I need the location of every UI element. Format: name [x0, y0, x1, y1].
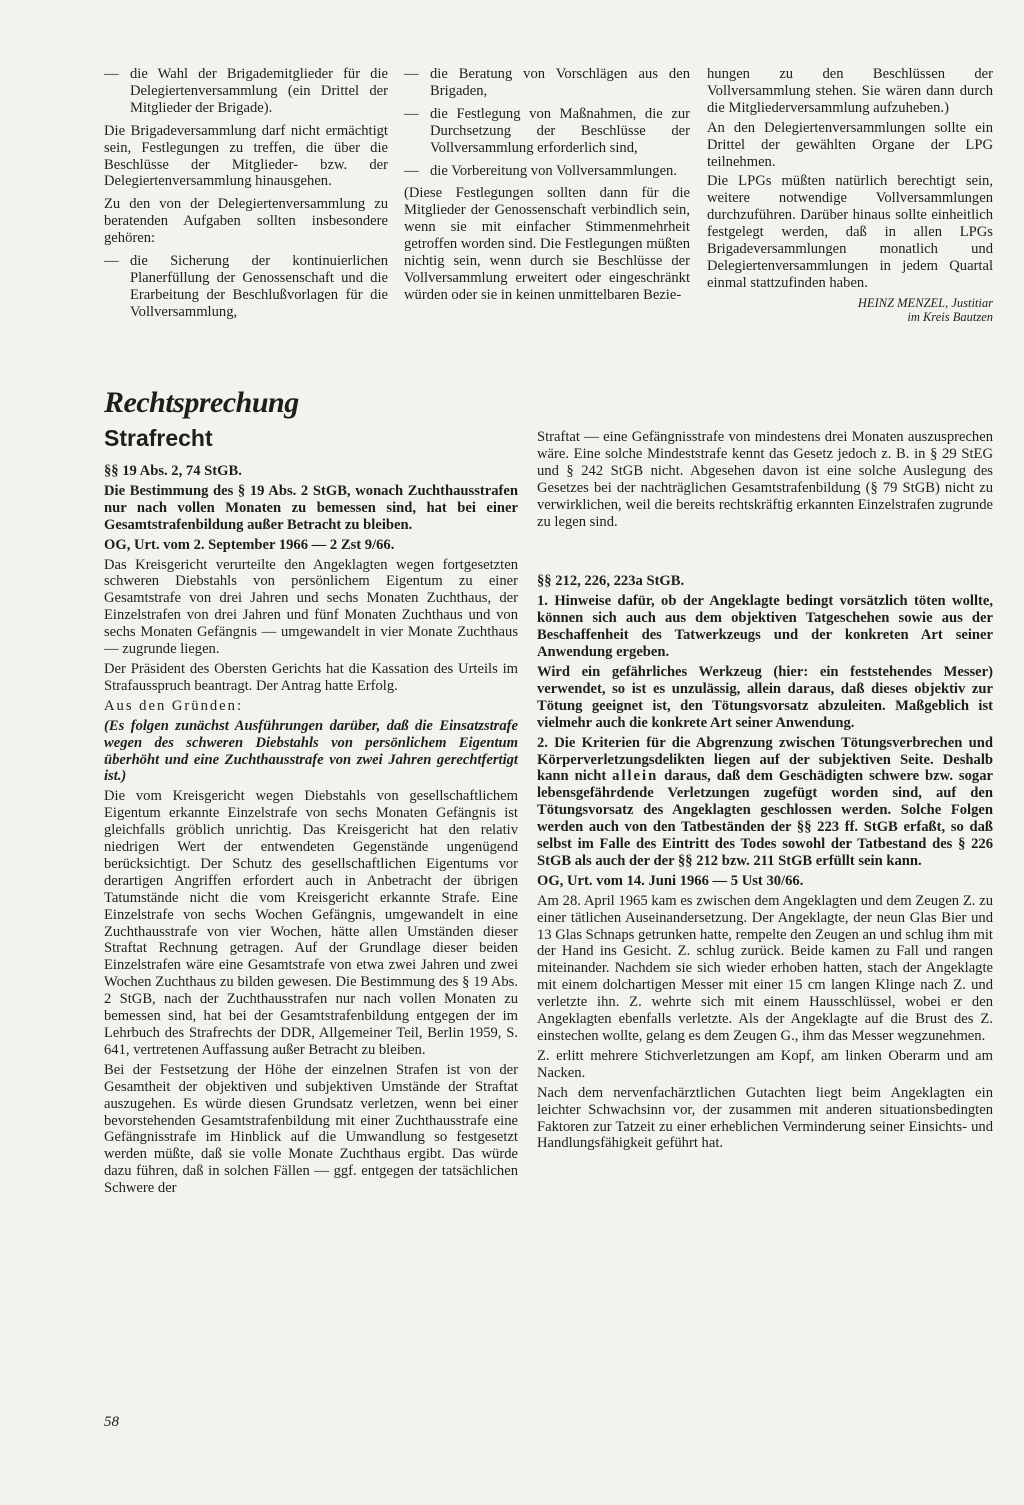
- paragraph: Die Brigadeversammlung darf nicht ermächtigt sein, Festlegungen zu treffen, die über die Beschlüsse der Mitglieder- bzw. der Delegiertenversammlung hinausgehen.: [104, 122, 388, 190]
- case-headnote: 2. Die Kriterien für die Abgrenzung zwischen Tötungsverbrechen und Körperverletzungsdelikten liegen auf der subjektiven Seite. Deshalb kann nicht allein daraus, daß dem Geschädigten schwere bzw. sogar lebensgefährdende Verletzungen zugefügt worden sind, auf den Tötungsvorsatz des Angeklagten geschlossen werden. Solche Folgen werden auch von den Tatbeständen der §§ 223 ff. StGB erfaßt, so daß selbst im Falle des Eintritt des Todes sowohl der Tatbestand des § 226 StGB als auch der der §§ 212 bzw. 211 StGB erfüllt sein kann.: [537, 734, 993, 869]
- paragraph: Zu den von der Delegiertenversammlung zu beratenden Aufgaben sollten insbesondere gehören:: [104, 196, 388, 247]
- paragraph: Am 28. April 1965 kam es zwischen dem Angeklagten und dem Zeugen Z. zu einer tätlichen Auseinandersetzung. Der Angeklagte, der neun Glas Bier und 13 Glas Schnaps getrunken hatte, rempelte den Zeugen an und schlug ihm mit der Hand ins Gesicht. Z. schlug zurück. Beide kamen zu Fall und rangen miteinander. Nachdem sie sich wieder erhoben hatten, stach der Angeklagte mit einem dolchartigen Messer mit einer 15 cm langen Klinge nach Z. und verletzte ihn. Z. wehrte sich mit einem Hausschlüssel, wobei er den Angeklagten ebenfalls verletzte. Als der Angeklagte auf die Brust des Z. einstechen wollte, gelang es dem Zeugen G., ihm das Messer wegzunehmen.: [537, 892, 993, 1044]
- section-heading: Strafrecht: [104, 425, 213, 451]
- case-headnote: Die Bestimmung des § 19 Abs. 2 StGB, wonach Zuchthausstrafen nur nach vollen Monaten zu bemessen sind, hat bei einer Gesamtstrafenbildung außer Betracht zu bleiben.: [104, 482, 518, 533]
- case-headnote: 1. Hinweise dafür, ob der Angeklagte bedingt vorsätzlich töten wollte, können sich auch aus dem objektiven Tatgeschehen sowie aus der Beschaffenheit des Tatwerkzeugs und der konkreten Art seiner Anwendung ergeben.: [537, 593, 993, 661]
- reasons-heading: Aus den Gründen:: [104, 697, 244, 714]
- paragraph: (Diese Festlegungen sollten dann für die Mitglieder der Genossenschaft verbindlich sein, wenn sie mit einfacher Stimmenmehrheit getroffen worden sind. Die Festlegungen müßten nichtig sein, wenn durch sie Beschlüsse der Vollversammlung erweitert oder eingeschränkt würden oder sie in keinen unmittelbaren Bezie-: [404, 185, 690, 303]
- case-reference: OG, Urt. vom 2. September 1966 — 2 Zst 9/66.: [104, 536, 395, 553]
- top-column-1: [104, 66, 388, 327]
- paragraph: Straftat — eine Gefängnisstrafe von mindestens drei Monaten auszusprechen wäre. Eine solche Mindeststrafe kennt das Gesetz jedoch z. B. in § 29 StEG und § 242 StGB nicht. Abgesehen davon ist eine solche Auslegung des Gesetzes bei der nachträglichen Gesamtstrafenbildung (§ 79 StGB) nicht zu verwirklichen, weil die bereits rechtskräftig erkannten Einzelstrafen zugrunde zu legen sind.: [537, 429, 993, 530]
- paragraph: Der Präsident des Obersten Gerichts hat die Kassation des Urteils im Strafausspruch beantragt. Der Antrag hatte Erfolg.: [104, 660, 518, 694]
- editorial-note: (Es folgen zunächst Ausführungen darüber, daß die Einsatzstrafe wegen des schweren Diebstahls von persönlichem Eigentum überhöht und eine Zuchthausstrafe von zwei Jahren gerechtfertigt ist.): [104, 717, 518, 785]
- list-item: — die Beratung von Vorschlägen aus den Brigaden,: [404, 66, 690, 99]
- list-item: — die Festlegung von Maßnahmen, die zur Durchsetzung der Beschlüsse der Vollversammlung erforderlich sind,: [404, 105, 690, 156]
- top-column-2: [404, 66, 690, 307]
- paragraph: Die vom Kreisgericht wegen Diebstahls von gesellschaftlichem Eigentum erkannte Einzelstrafe von sechs Monaten Gefängnis ist gleichfalls gröblich unrichtig. Das Kreisgericht hat den relativ niedrigen Wert der entwendeten Gegenstände ungenügend berücksichtigt. Der Schutz des gesellschaftlichen Eigentums vor derartigen Angriffen erfordert auch in Anbetracht der übrigen Tatumstände nicht die vom Kreisgericht erkannte Strafe. Eine Einzelstrafe von sechs Wochen Gefängnis, umgewandelt in eine Zuchthausstrafe von vier Wochen, hätte allen Umständen dieser Straftat Rechnung getragen. Auf der Grundlage dieser beiden Einzelstrafen wäre eine Gesamtstrafe von etwa zwei Jahren und zwei Wochen Zuchthaus zu bilden gewesen. Die Bestimmung des § 19 Abs. 2 StGB, nach der Zuchthausstrafen nur nach vollen Monaten zu bemessen sind, hat bei der Gesamtstrafenbildung entgegen der im Lehrbuch des Strafrechts der DDR, Allgemeiner Teil, Berlin 1959, S. 641, vertretenen Auffassung außer Betracht zu bleiben.: [104, 788, 518, 1058]
- lower-right-column: [537, 429, 993, 1155]
- paragraph: An den Delegiertenversammlungen sollte ein Drittel der gewählten Organe der LPG teilnehmen.: [707, 119, 993, 170]
- page-number: 58: [104, 1414, 119, 1430]
- list-item: — die Sicherung der kontinuierlichen Planerfüllung der Genossenschaft und die Erarbeitung der Beschlußvorlagen für die Vollversammlung,: [104, 253, 388, 320]
- paragraph: Bei der Festsetzung der Höhe der einzelnen Strafen ist von der Gesamtheit der objektiven und subjektiven Umstände der Straftat auszugehen. Es würde diesen Grundsatz verletzen, wenn bei einer bevorstehenden Gesamtstrafenbildung mit einer Zuchthausstrafe eine Gefängnisstrafe im Hinblick auf die Umwandlung so festgesetzt werden müßte, daß sie volle Monate Zuchthaus ergibt. Das würde dazu führen, daß in solchen Fällen — ggf. entgegen der tatsächlichen Schwere der: [104, 1061, 518, 1197]
- top-column-3: [707, 66, 993, 324]
- list-item: — die Vorbereitung von Vollversammlungen.: [404, 162, 677, 179]
- case-statute-heading: §§ 212, 226, 223a StGB.: [537, 573, 685, 590]
- rubric-heading: Rechtsprechung: [104, 386, 299, 419]
- author-signature: HEINZ MENZEL, Justitiar im Kreis Bautzen: [857, 295, 993, 324]
- case-statute-heading: §§ 19 Abs. 2, 74 StGB.: [104, 463, 242, 479]
- lower-left-column: [104, 463, 518, 1200]
- paragraph: Das Kreisgericht verurteilte den Angeklagten wegen fortgesetzten schweren Diebstahls von persönlichem Eigentum zu einer Gesamtstrafe von drei Jahren und sechs Monaten Zuchthaus, der Einzelstrafen von drei Jahren und fünf Monaten Zuchthaus und von sechs Monaten Gefängnis — umgewandelt in vier Monate Zuchthaus — zugrunde liegen.: [104, 556, 518, 658]
- case-headnote: Wird ein gefährliches Werkzeug (hier: ein feststehendes Messer) verwendet, so ist es unzulässig, allein daraus, daß dieses objektiv zur Tötung geeignet ist, den Tötungsvorsatz abzuleiten. Maßgeblich ist vielmehr auch die konkrete Art seiner Anwendung.: [537, 663, 993, 731]
- paragraph: Die LPGs müßten natürlich berechtigt sein, weitere notwendige Vollversammlungen durchzuführen. Darüber hinaus sollte einheitlich festgelegt werden, daß in allen LPGs Brigadeversammlungen monatlich und Delegiertenversammlungen in jedem Quartal einmal stattzufinden haben.: [707, 173, 993, 291]
- paragraph: Nach dem nervenfachärztlichen Gutachten liegt beim Angeklagten ein leichter Schwachsinn vor, der zusammen mit anderen situationsbedingten Faktoren zur Tatzeit zu einer erheblichen Verminderung seiner Einsichts- und Handlungsfähigkeit geführt hat.: [537, 1084, 993, 1152]
- list-item: — die Wahl der Brigademitglieder für die Delegiertenversammlung (ein Drittel der Mitglieder der Brigade).: [104, 66, 388, 116]
- paragraph: Z. erlitt mehrere Stichverletzungen am Kopf, am linken Oberarm und am Nacken.: [537, 1047, 993, 1081]
- case-reference: OG, Urt. vom 14. Juni 1966 — 5 Ust 30/66.: [537, 872, 804, 889]
- paragraph: hungen zu den Beschlüssen der Vollversammlung stehen. Sie wären dann durch die Mitgliederversammlung aufzuheben.): [707, 66, 993, 116]
